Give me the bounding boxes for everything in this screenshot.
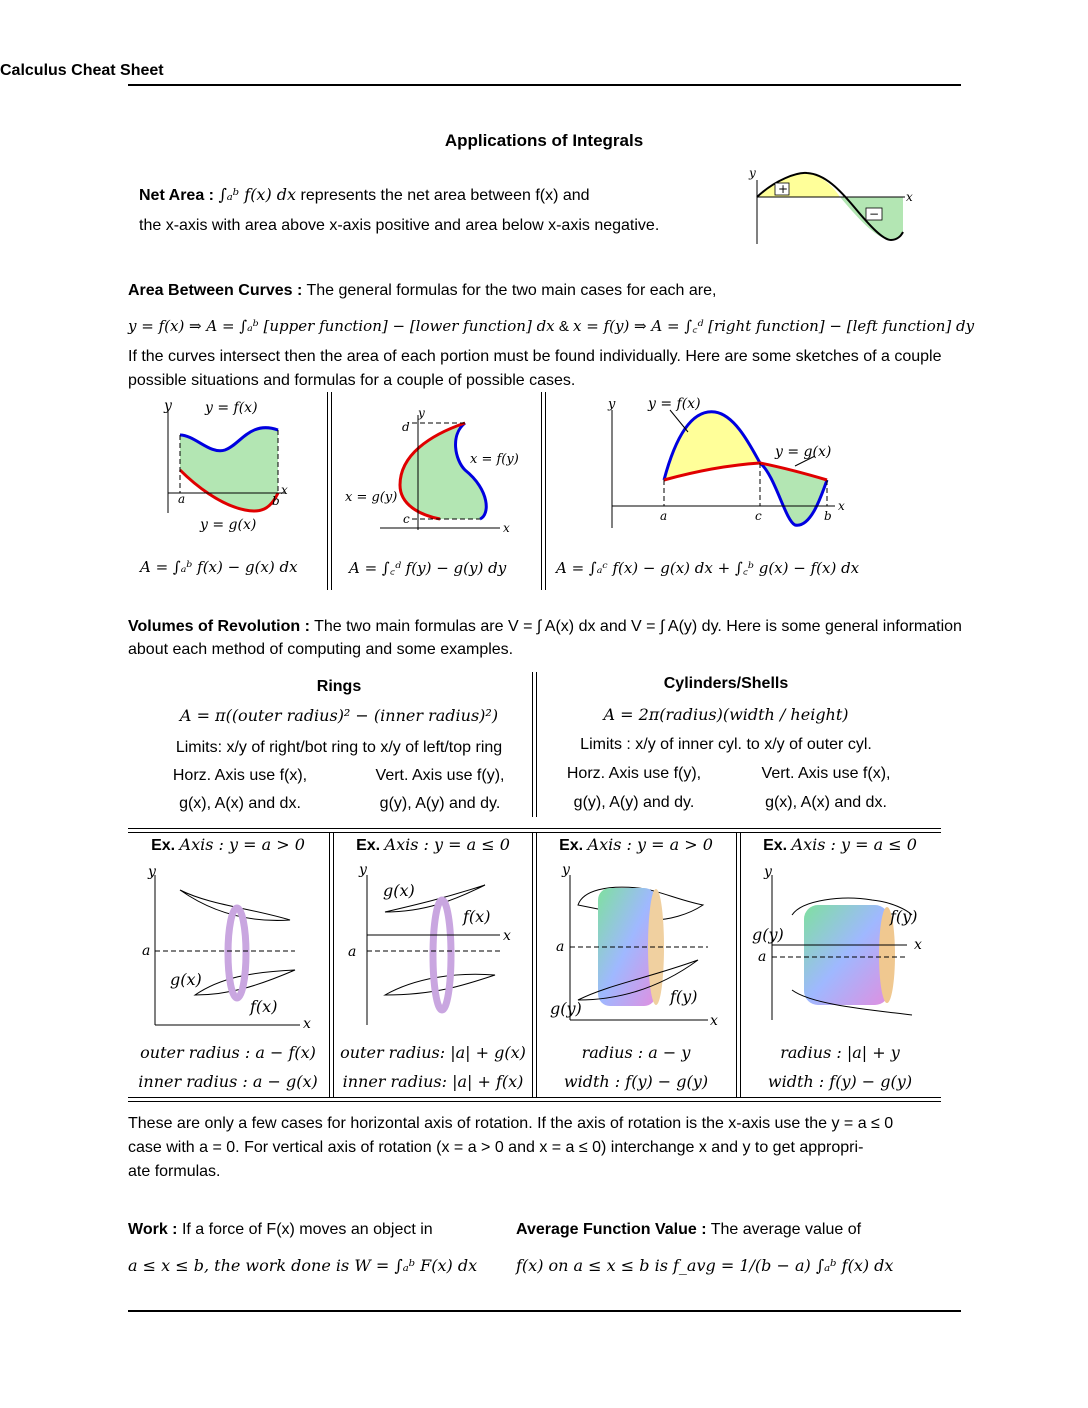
- work-line1: [128, 1221, 433, 1239]
- volumes-intro-text: The two main formulas are V = ∫ A(x) dx and V = ∫ A(y) dy. Here is some general information about each method of computing and some examples.: [128, 618, 962, 658]
- area-formula-left: y = f(x) ⇒ A = ∫ₐᵇ [upper function] − [lower function] dx: [128, 317, 555, 335]
- rings-formula: A = π((outer radius)² − (inner radius)²): [179, 706, 499, 725]
- average-line1: [516, 1221, 861, 1239]
- svg-text:a: a: [758, 949, 767, 965]
- volumes-note-3: ate formulas.: [128, 1163, 221, 1180]
- case1-figure: [150, 395, 320, 540]
- net-area-line1: [139, 185, 590, 205]
- shells-formula: A = 2π(radius)(width / height): [603, 705, 849, 724]
- work-line2: a ≤ x ≤ b, the work done is W = ∫ₐᵇ F(x) dx: [128, 1256, 478, 1275]
- rings-limits: Limits: x/y of right/bot ring to x/y of left/top ring: [175, 739, 503, 756]
- svg-text:x: x: [914, 937, 922, 953]
- net-area-text: represents the net area between f(x) and: [300, 187, 590, 204]
- average-label: Average Function Value :: [516, 1221, 707, 1238]
- svg-text:y: y: [359, 862, 367, 878]
- rings-horz2: g(x), A(x) and dx.: [179, 795, 301, 812]
- svg-text:x: x: [710, 1013, 718, 1029]
- svg-text:g(y): g(y): [550, 999, 582, 1018]
- case3-gx: y = g(x): [775, 444, 832, 460]
- shells-limits: Limits : x/y of inner cyl. to x/y of outer cyl.: [580, 736, 872, 753]
- case2-figure: [340, 405, 540, 540]
- ex4-figure: [752, 860, 932, 1035]
- section-title: Applications of Integrals: [444, 131, 644, 150]
- case2-fy: x = f(y): [470, 452, 519, 467]
- svg-text:y: y: [562, 862, 570, 878]
- case1-formula: A = ∫ₐᵇ f(x) − g(x) dx: [140, 558, 298, 576]
- shells-vert2: g(x), A(x) and dx.: [765, 794, 887, 811]
- case1-gx: y = g(x): [200, 517, 257, 533]
- net-area-integral: ∫ₐᵇ f(x) dx: [218, 185, 297, 204]
- area-between-para: If the curves intersect then the area of each portion must be found individually. Here are some sketches of a couple possible situations and formulas for a couple of possible cases.: [128, 348, 942, 389]
- average-text: The average value of: [710, 1221, 862, 1238]
- case2-formula: A = ∫꜀ᵈ f(y) − g(y) dy: [349, 559, 507, 577]
- case3-figure: [600, 390, 860, 540]
- rings-title: Rings: [316, 678, 362, 695]
- work-label: Work :: [128, 1221, 178, 1238]
- ex1-line1: outer radius : a − f(x): [140, 1043, 316, 1062]
- case3-y: y: [608, 397, 616, 412]
- header-rule: [128, 84, 961, 86]
- ex1-head: Ex. Axis : y = a > 0: [151, 835, 305, 854]
- rings-horz1: Horz. Axis use f(x),: [172, 767, 308, 784]
- rings-vert1: Vert. Axis use f(y),: [375, 767, 505, 784]
- case1-y: y: [164, 398, 172, 414]
- net-fig-x: x: [906, 190, 913, 204]
- average-line2: f(x) on a ≤ x ≤ b is f_avg = 1/(b − a) ∫ₐᵇ f(x) dx: [516, 1256, 894, 1275]
- svg-text:x: x: [303, 1016, 311, 1032]
- shells-title: Cylinders/Shells: [663, 675, 789, 692]
- volumes-note-2: case with a = 0. For vertical axis of rotation (x = a > 0 and x = a ≤ 0) interchange x and y to get appropri-: [128, 1139, 864, 1156]
- shells-vert1: Vert. Axis use f(x),: [761, 765, 891, 782]
- ex3-figure: [548, 860, 728, 1035]
- area-formula-right: x = f(y) ⇒ A = ∫꜀ᵈ [right function] − [left function] dy: [573, 317, 975, 335]
- ex4-line1: radius : |a| + y: [780, 1043, 900, 1062]
- shells-horz2: g(y), A(y) and dy.: [573, 794, 695, 811]
- svg-text:g(x): g(x): [170, 970, 202, 989]
- case1-a: a: [178, 492, 186, 506]
- net-fig-minus: −: [869, 207, 880, 221]
- svg-text:x: x: [503, 928, 511, 944]
- case3-c: c: [755, 509, 762, 523]
- case2-y: y: [418, 406, 425, 420]
- svg-text:a: a: [142, 943, 151, 959]
- ex2-figure: [345, 860, 525, 1035]
- net-fig-y: y: [749, 166, 756, 180]
- volumes-note-1: These are only a few cases for horizontal axis of rotation. If the axis of rotation is the x-axis use the y = a ≤ 0: [128, 1115, 894, 1132]
- case3-x: x: [838, 499, 845, 513]
- svg-text:f(y): f(y): [890, 907, 918, 926]
- work-text: If a force of F(x) moves an object in: [181, 1221, 433, 1238]
- ex3-line1: radius : a − y: [581, 1043, 691, 1062]
- svg-text:a: a: [348, 944, 357, 960]
- volumes-label: Volumes of Revolution :: [128, 618, 310, 635]
- ex2-line1: outer radius: |a| + g(x): [340, 1043, 526, 1062]
- area-formula-amp: &: [558, 318, 569, 335]
- case3-fx: y = f(x): [648, 396, 701, 412]
- case2-c: c: [403, 512, 410, 526]
- area-between-line1: [128, 282, 716, 300]
- page-header-title: Calculus Cheat Sheet: [0, 62, 164, 79]
- ex1-figure: [140, 860, 320, 1035]
- ex3-line2: width : f(y) − g(y): [563, 1072, 709, 1091]
- ex2-line2: inner radius: |a| + f(x): [342, 1072, 524, 1091]
- net-fig-plus: +: [778, 182, 789, 196]
- volumes-intro: [128, 615, 962, 661]
- ex2-head: Ex. Axis : y = a ≤ 0: [356, 835, 510, 854]
- ex4-line2: width : f(y) − g(y): [767, 1072, 913, 1091]
- case2-x: x: [503, 521, 510, 535]
- case1-x: x: [281, 483, 288, 497]
- rings-vert2: g(y), A(y) and dy.: [379, 795, 501, 812]
- area-between-intro: The general formulas for the two main cases for each are,: [306, 282, 717, 299]
- case3-b: b: [824, 509, 832, 523]
- net-area-figure: [745, 160, 925, 250]
- case1-b: b: [272, 494, 280, 508]
- footer-rule: [128, 1310, 961, 1312]
- case3-formula: A = ∫ₐᶜ f(x) − g(x) dx + ∫꜀ᵇ g(x) − f(x) dx: [556, 559, 860, 577]
- area-between-formulas: [128, 316, 974, 336]
- svg-text:y: y: [764, 864, 772, 880]
- net-area-line2: the x-axis with area above x-axis positive and area below x-axis negative.: [139, 217, 660, 234]
- ex3-head: Ex. Axis : y = a > 0: [559, 835, 713, 854]
- svg-text:a: a: [556, 939, 565, 955]
- svg-text:f(x): f(x): [250, 997, 278, 1016]
- case3-a: a: [660, 509, 668, 523]
- case2-gy: x = g(y): [345, 490, 398, 505]
- net-area-label: Net Area :: [139, 187, 214, 204]
- shells-horz1: Horz. Axis use f(y),: [566, 765, 702, 782]
- ex4-head: Ex. Axis : y = a ≤ 0: [763, 835, 917, 854]
- svg-text:g(y): g(y): [752, 925, 784, 944]
- svg-text:f(x): f(x): [463, 907, 491, 926]
- svg-text:y: y: [148, 864, 156, 880]
- ex1-line2: inner radius : a − g(x): [138, 1072, 318, 1091]
- case2-d: d: [402, 420, 410, 434]
- area-between-label: Area Between Curves :: [128, 282, 303, 299]
- svg-text:g(x): g(x): [383, 881, 415, 900]
- svg-text:f(y): f(y): [670, 987, 698, 1006]
- case1-fx: y = f(x): [205, 400, 258, 416]
